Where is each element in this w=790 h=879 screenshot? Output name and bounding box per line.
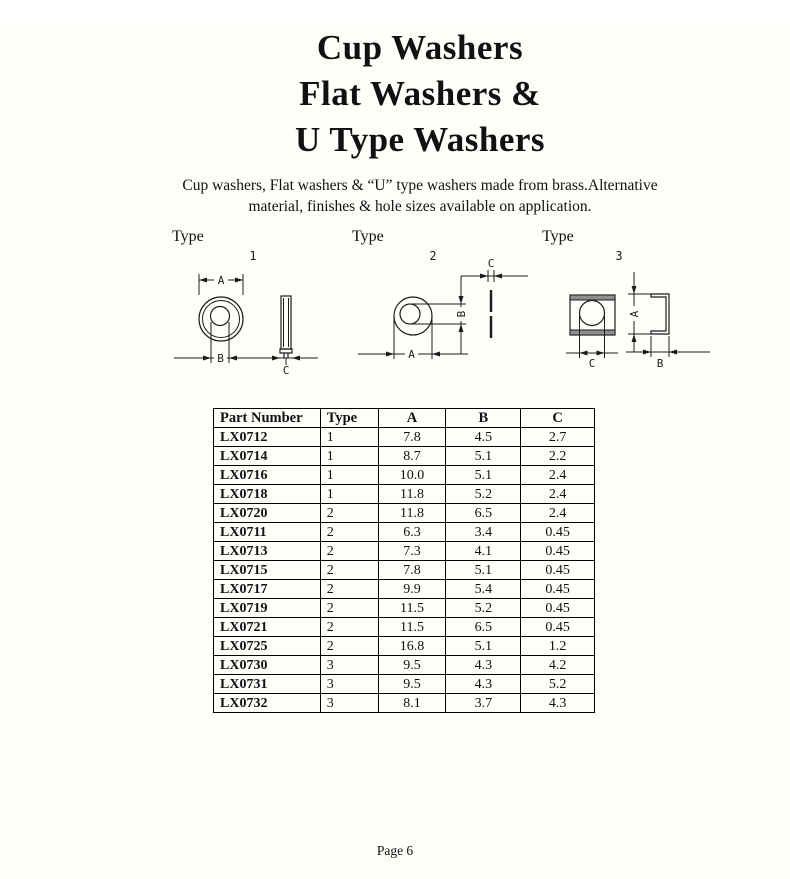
dim-label-c: C <box>487 257 495 270</box>
table-row <box>214 580 595 599</box>
dim-b-header: B <box>446 409 521 428</box>
cup-washer-side-view <box>280 296 292 358</box>
value-cell: 2.7 <box>521 428 595 447</box>
dim-label-b: B <box>656 357 664 370</box>
dimension-c <box>566 351 618 371</box>
dimension-b <box>626 336 710 370</box>
catalog-page <box>0 25 790 879</box>
dim-label-b: B <box>455 310 468 318</box>
description-line: Cup washers, Flat washers & “U” type washers made from brass.Alternative <box>182 177 658 194</box>
value-cell: 2.2 <box>521 447 595 466</box>
type-number: 2 <box>429 249 437 263</box>
value-cell: 5.1 <box>446 561 521 580</box>
table-row <box>214 428 595 447</box>
parts-table-body <box>214 428 595 713</box>
part-number-cell: LX0715 <box>214 561 321 580</box>
value-cell: 8.1 <box>378 694 446 713</box>
value-cell: 2 <box>320 618 378 637</box>
diagrams-row <box>168 227 790 376</box>
u-washer-side-view <box>651 294 669 334</box>
part-number-cell: LX0711 <box>214 523 321 542</box>
part-number-cell: LX0730 <box>214 656 321 675</box>
dimension-b <box>410 276 468 354</box>
value-cell: 11.5 <box>378 599 446 618</box>
table-row <box>214 504 595 523</box>
value-cell: 8.7 <box>378 447 446 466</box>
page-title <box>50 25 790 163</box>
part-number-cell: LX0717 <box>214 580 321 599</box>
value-cell: 11.8 <box>378 485 446 504</box>
table-row <box>214 618 595 637</box>
value-cell: 2 <box>320 542 378 561</box>
value-cell: 2 <box>320 561 378 580</box>
value-cell: 0.45 <box>521 580 595 599</box>
type-label: Type <box>172 228 204 245</box>
value-cell: 4.5 <box>446 428 521 447</box>
value-cell: 16.8 <box>378 637 446 656</box>
page-footer: Page 6 <box>376 843 414 858</box>
dim-a-header: A <box>378 409 446 428</box>
value-cell: 9.5 <box>378 656 446 675</box>
value-cell: 6.5 <box>446 504 521 523</box>
diagram-cup-washer <box>168 227 348 376</box>
part-number-cell: LX0718 <box>214 485 321 504</box>
part-number-cell: LX0714 <box>214 447 321 466</box>
value-cell: 6.5 <box>446 618 521 637</box>
type-number: 1 <box>249 249 257 263</box>
part-number-cell: LX0716 <box>214 466 321 485</box>
value-cell: 9.5 <box>378 675 446 694</box>
value-cell: 0.45 <box>521 599 595 618</box>
value-cell: 3 <box>320 675 378 694</box>
flat-washer-front-view <box>394 297 432 335</box>
u-washer-front-view <box>570 295 615 358</box>
title-line: U Type Washers <box>294 120 546 159</box>
table-row <box>214 542 595 561</box>
parts-table <box>213 408 595 713</box>
dimension-a <box>199 273 243 295</box>
value-cell: 2 <box>320 580 378 599</box>
table-row <box>214 694 595 713</box>
value-cell: 5.2 <box>446 485 521 504</box>
diagram-flat-washer <box>348 227 538 376</box>
dim-c-header: C <box>521 409 595 428</box>
value-cell: 9.9 <box>378 580 446 599</box>
value-cell: 10.0 <box>378 466 446 485</box>
title-line: Cup Washers <box>316 28 524 67</box>
type-number: 3 <box>615 249 623 263</box>
type-label: Type <box>352 228 384 245</box>
table-header-row <box>214 409 595 428</box>
value-cell: 3 <box>320 694 378 713</box>
table-row <box>214 561 595 580</box>
value-cell: 2 <box>320 504 378 523</box>
value-cell: 5.1 <box>446 466 521 485</box>
description-line: material, finishes & hole sizes available on application. <box>248 198 592 215</box>
value-cell: 4.3 <box>446 675 521 694</box>
part-number-cell: LX0731 <box>214 675 321 694</box>
part-number-header: Part Number <box>214 409 321 428</box>
table-row <box>214 675 595 694</box>
value-cell: 4.1 <box>446 542 521 561</box>
value-cell: 4.3 <box>521 694 595 713</box>
value-cell: 11.5 <box>378 618 446 637</box>
type-label: Type <box>542 228 574 245</box>
value-cell: 0.45 <box>521 618 595 637</box>
title-line: Flat Washers & <box>299 74 541 113</box>
value-cell: 0.45 <box>521 542 595 561</box>
type-header: Type <box>320 409 378 428</box>
part-number-cell: LX0721 <box>214 618 321 637</box>
u-type-washer-drawing <box>538 246 718 376</box>
description <box>50 175 790 217</box>
part-number-cell: LX0732 <box>214 694 321 713</box>
value-cell: 5.2 <box>521 675 595 694</box>
value-cell: 5.1 <box>446 637 521 656</box>
dim-label-b: B <box>217 352 224 365</box>
table-row <box>214 485 595 504</box>
dim-label-a: A <box>628 310 641 318</box>
value-cell: 4.2 <box>521 656 595 675</box>
dim-label-c: C <box>282 364 290 376</box>
dimension-c <box>272 356 300 377</box>
value-cell: 6.3 <box>378 523 446 542</box>
cup-washer-drawing <box>168 246 348 376</box>
value-cell: 2.4 <box>521 485 595 504</box>
value-cell: 7.3 <box>378 542 446 561</box>
value-cell: 0.45 <box>521 561 595 580</box>
value-cell: 11.8 <box>378 504 446 523</box>
value-cell: 7.8 <box>378 428 446 447</box>
table-row <box>214 599 595 618</box>
dim-label-a: A <box>217 274 225 287</box>
value-cell: 3 <box>320 656 378 675</box>
value-cell: 1 <box>320 428 378 447</box>
value-cell: 5.4 <box>446 580 521 599</box>
dim-label-a: A <box>408 348 415 361</box>
dim-label-c: C <box>588 357 596 370</box>
part-number-cell: LX0720 <box>214 504 321 523</box>
value-cell: 5.1 <box>446 447 521 466</box>
value-cell: 3.7 <box>446 694 521 713</box>
part-number-cell: LX0725 <box>214 637 321 656</box>
table-row <box>214 466 595 485</box>
table-row <box>214 523 595 542</box>
value-cell: 3.4 <box>446 523 521 542</box>
value-cell: 2.4 <box>521 466 595 485</box>
dimension-a <box>627 272 651 352</box>
dimension-c <box>461 257 528 282</box>
value-cell: 4.3 <box>446 656 521 675</box>
value-cell: 0.45 <box>521 523 595 542</box>
value-cell: 1.2 <box>521 637 595 656</box>
value-cell: 2.4 <box>521 504 595 523</box>
value-cell: 2 <box>320 637 378 656</box>
value-cell: 1 <box>320 447 378 466</box>
value-cell: 2 <box>320 599 378 618</box>
table-row <box>214 656 595 675</box>
diagram-u-type-washer <box>538 227 718 376</box>
part-number-cell: LX0712 <box>214 428 321 447</box>
table-row <box>214 447 595 466</box>
table-row <box>214 637 595 656</box>
flat-washer-drawing <box>348 246 538 376</box>
value-cell: 5.2 <box>446 599 521 618</box>
value-cell: 7.8 <box>378 561 446 580</box>
value-cell: 2 <box>320 523 378 542</box>
value-cell: 1 <box>320 466 378 485</box>
part-number-cell: LX0713 <box>214 542 321 561</box>
part-number-cell: LX0719 <box>214 599 321 618</box>
value-cell: 1 <box>320 485 378 504</box>
